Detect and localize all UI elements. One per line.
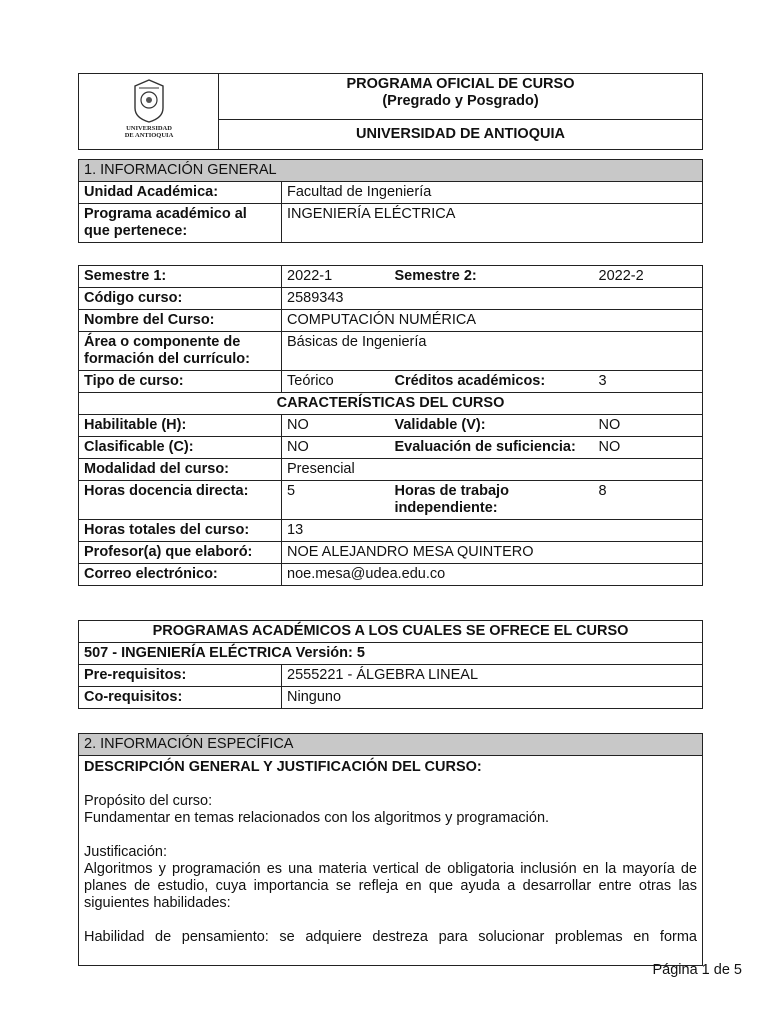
unidad-value: Facultad de Ingeniería: [282, 182, 703, 204]
logo-text-2: DE ANTIOQUIA: [124, 132, 173, 139]
justificacion-label: Justificación:: [84, 844, 168, 860]
document-title: [219, 74, 703, 120]
horas-docencia-value: 5: [282, 481, 390, 520]
codigo-label: Código curso:: [79, 288, 282, 310]
validable-label: Validable (V):: [390, 415, 594, 437]
proposito-block: [84, 793, 697, 827]
caracteristicas-title: CARACTERÍSTICAS DEL CURSO: [79, 393, 703, 415]
title-line-1: PROGRAMA OFICIAL DE CURSO: [346, 76, 575, 92]
justificacion-block: [84, 844, 697, 912]
horas-trabajo-value: 8: [594, 481, 703, 520]
correo-value: noe.mesa@udea.edu.co: [282, 564, 703, 586]
proposito-text: Fundamentar en temas relacionados con los algoritmos y programación.: [84, 810, 550, 826]
university-name: UNIVERSIDAD DE ANTIOQUIA: [219, 120, 703, 150]
description-title: DESCRIPCIÓN GENERAL Y JUSTIFICACIÓN DEL CURSO:: [84, 759, 482, 775]
unidad-label: Unidad Académica:: [79, 182, 282, 204]
prereq-label: Pre-requisitos:: [79, 665, 282, 687]
habilitable-value: NO: [282, 415, 390, 437]
tipo-label: Tipo de curso:: [79, 371, 282, 393]
title-line-2: (Pregrado y Posgrado): [382, 93, 539, 109]
habilitable-label: Habilitable (H):: [79, 415, 282, 437]
course-table: [78, 265, 703, 586]
modalidad-value: Presencial: [282, 459, 703, 481]
programa-label: [79, 204, 282, 243]
horas-trabajo-label-line-1: Horas de trabajo: [394, 483, 509, 499]
area-label-line-1: Área o componente de: [84, 334, 241, 350]
area-value: Básicas de Ingeniería: [282, 332, 703, 371]
program-item: 507 - INGENIERÍA ELÉCTRICA Versión: 5: [79, 643, 703, 665]
clasificable-label: Clasificable (C):: [79, 437, 282, 459]
specific-info-table: [78, 733, 703, 966]
programa-value: INGENIERÍA ELÉCTRICA: [282, 204, 703, 243]
habilidad-text: Habilidad de pensamiento: se adquiere destreza para solucionar problemas en forma: [84, 929, 697, 945]
proposito-label: Propósito del curso:: [84, 793, 213, 809]
tipo-value: Teórico: [282, 371, 390, 393]
coreq-value: Ninguno: [282, 687, 703, 709]
semestre1-label: Semestre 1:: [79, 266, 282, 288]
creditos-value: 3: [594, 371, 703, 393]
university-logo: [79, 74, 219, 150]
specific-section-title: 2. INFORMACIÓN ESPECÍFICA: [79, 734, 703, 756]
general-info-table: [78, 159, 703, 243]
area-label: [79, 332, 282, 371]
general-section-title: 1. INFORMACIÓN GENERAL: [79, 160, 703, 182]
area-label-line-2: formación del currículo:: [84, 351, 250, 367]
horas-trabajo-label: [390, 481, 594, 520]
profesor-value: NOE ALEJANDRO MESA QUINTERO: [282, 542, 703, 564]
prereq-value: 2555221 - ÁLGEBRA LINEAL: [282, 665, 703, 687]
course-description: [79, 756, 703, 966]
programs-table: [78, 620, 703, 709]
university-seal-icon: [103, 78, 195, 140]
semestre2-label: Semestre 2:: [390, 266, 594, 288]
coreq-label: Co-requisitos:: [79, 687, 282, 709]
page-number: Página 1 de 5: [652, 962, 742, 978]
validable-value: NO: [594, 415, 703, 437]
nombre-value: COMPUTACIÓN NUMÉRICA: [282, 310, 703, 332]
modalidad-label: Modalidad del curso:: [79, 459, 282, 481]
justificacion-text: Algoritmos y programación es una materia vertical de obligatoria inclusión en la mayoría de planes de estudio, cuya importancia se refleja en que ayuda a desarrollar entre otras las siguientes habilidades:: [84, 861, 697, 911]
horas-totales-value: 13: [282, 520, 703, 542]
programa-label-line-1: Programa académico al: [84, 206, 247, 222]
semestre1-value: 2022-1: [282, 266, 390, 288]
creditos-label: Créditos académicos:: [390, 371, 594, 393]
nombre-label: Nombre del Curso:: [79, 310, 282, 332]
programa-label-line-2: que pertenece:: [84, 223, 188, 239]
horas-trabajo-label-line-2: independiente:: [394, 500, 498, 516]
suficiencia-label: Evaluación de suficiencia:: [390, 437, 594, 459]
clasificable-value: NO: [282, 437, 390, 459]
profesor-label: Profesor(a) que elaboró:: [79, 542, 282, 564]
semestre2-value: 2022-2: [594, 266, 703, 288]
suficiencia-value: NO: [594, 437, 703, 459]
header-table: [78, 73, 703, 150]
horas-totales-label: Horas totales del curso:: [79, 520, 282, 542]
correo-label: Correo electrónico:: [79, 564, 282, 586]
codigo-value: 2589343: [282, 288, 703, 310]
logo-text-1: UNIVERSIDAD: [125, 125, 172, 132]
programs-title: PROGRAMAS ACADÉMICOS A LOS CUALES SE OFRECE EL CURSO: [79, 621, 703, 643]
horas-docencia-label: Horas docencia directa:: [79, 481, 282, 520]
